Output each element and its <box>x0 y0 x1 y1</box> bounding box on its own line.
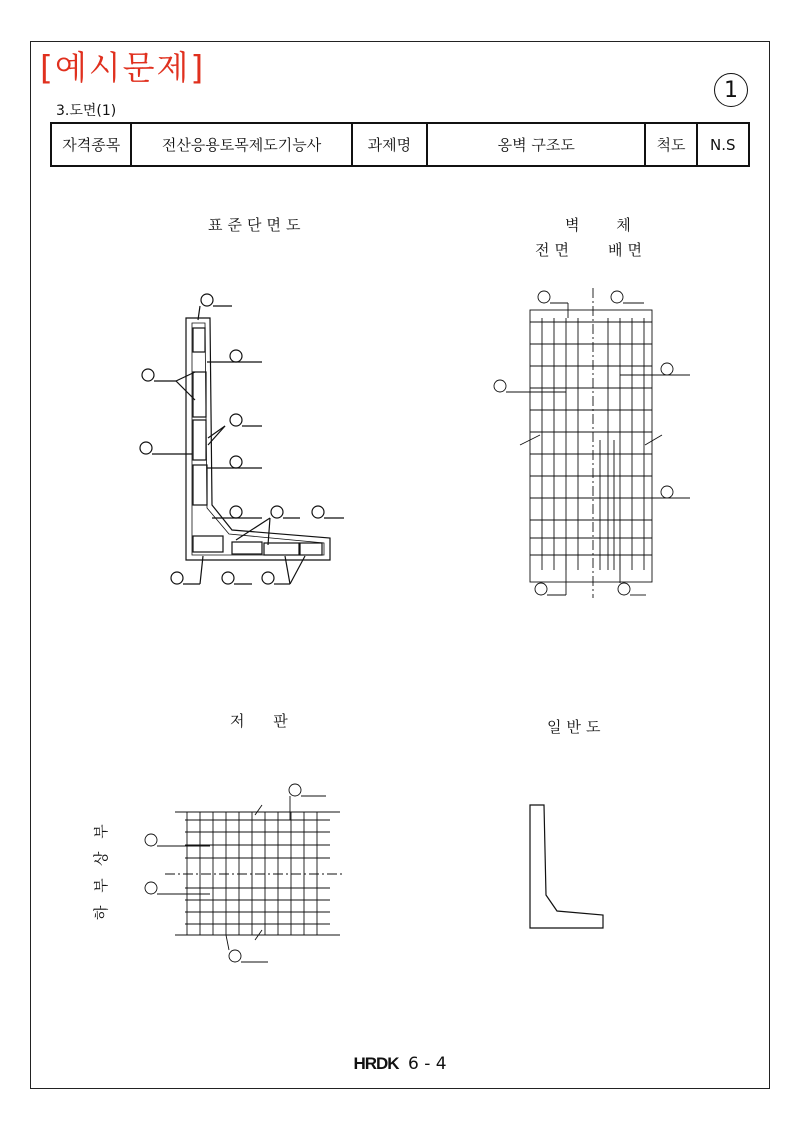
hrdk-logo: HRDK <box>353 1054 399 1073</box>
standard-section-drawing <box>140 294 344 584</box>
general-drawing-outline <box>530 805 603 928</box>
sheet-number: 1 <box>724 77 738 103</box>
task-value: 옹벽 구조도 <box>427 123 645 166</box>
page-number: 6 - 4 <box>407 1054 447 1074</box>
wall-front-label: 전면 <box>535 241 574 259</box>
section-subtitle: 3.도면(1) <box>56 103 117 119</box>
slab-bottom-label: 하 부 <box>92 874 110 920</box>
footer <box>0 1054 800 1074</box>
scale-label: 척도 <box>645 123 696 166</box>
qualification-label: 자격종목 <box>51 123 131 166</box>
qualification-value: 전산응용토목제도기능사 <box>131 123 351 166</box>
slab-top-label: 상 부 <box>92 820 110 866</box>
wall-title-label: 벽 체 <box>565 216 647 234</box>
slab-title-label: 저 판 <box>230 712 300 730</box>
scale-value: N.S <box>697 123 749 166</box>
page-title: [예시문제] <box>40 48 206 87</box>
standard-section-label: 표준단면도 <box>208 216 306 234</box>
wall-rebar-drawing <box>494 288 690 598</box>
wall-back-label: 배면 <box>608 241 647 259</box>
general-drawing-label: 일반도 <box>547 718 606 736</box>
slab-rebar-drawing <box>145 784 345 962</box>
task-label: 과제명 <box>352 123 428 166</box>
